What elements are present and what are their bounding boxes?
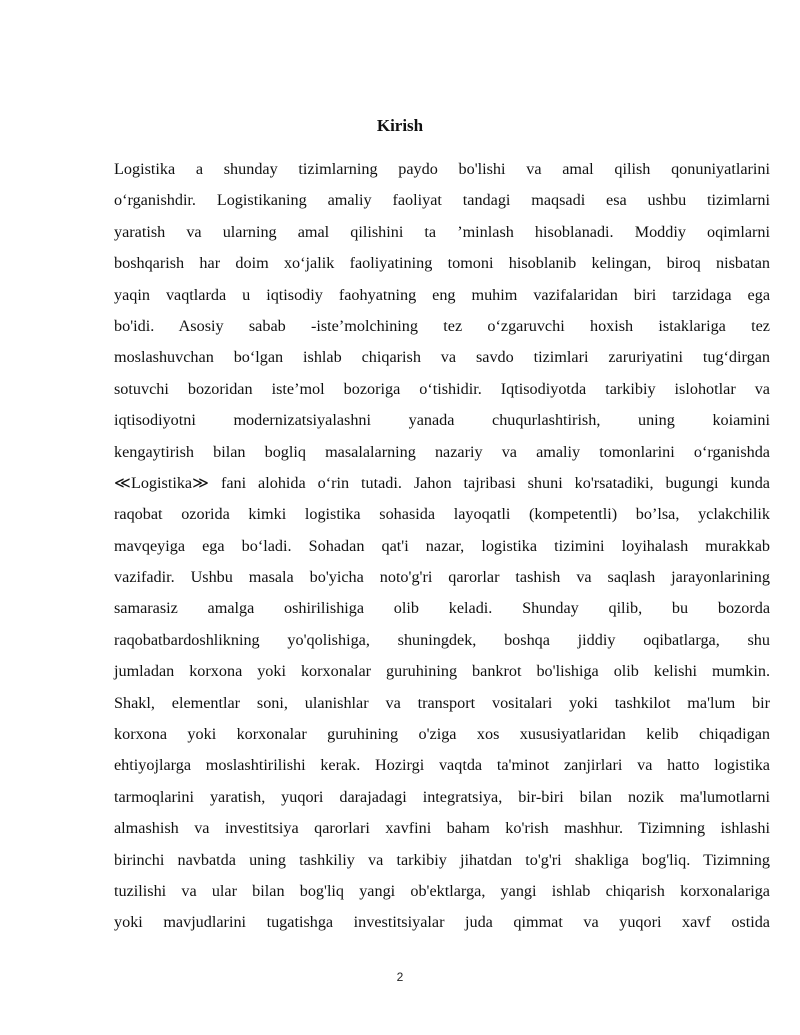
text-line: raqobatbardoshlikning yo'qolishiga, shuningdek, boshqa jiddiy oqibatlarga, shu (114, 630, 770, 649)
text-line: sotuvchi bozoridan iste’mol bozoriga o‘tishidir. Iqtisodiyotda tarkibiy islohotlar va (114, 379, 770, 398)
text-line: ≪Logistika≫ fani alohida o‘rin tutadi. Jahon tajribasi shuni ko'rsatadiki, bugungi kunda (114, 473, 770, 492)
text-line: vazifadir. Ushbu masala bo'yicha noto'g'ri qarorlar tashish va saqlash jarayonlarining (114, 568, 770, 587)
text-line: Shakl, elementlar soni, ulanishlar va transport vositalari yoki tashkilot ma'lum bir (114, 693, 770, 712)
text-line: samarasiz amalga oshirilishiga olib keladi. Shunday qilib, bu bozorda (114, 599, 770, 618)
text-line: jumladan korxona yoki korxonalar guruhining bankrot bo'lishiga olib kelishi mumkin. (114, 662, 770, 681)
text-line: iqtisodiyotni modernizatsiyalashni yanada chuqurlashtirish, uning koiamini (114, 411, 770, 430)
text-line: Logistika a shunday tizimlarning paydo bo'lishi va amal qilish qonuniyatlarini (114, 160, 770, 178)
text-line: raqobat ozorida kimki logistika sohasida layoqatli (kompetentli) bo’lsa, yclakchilik (114, 505, 770, 524)
text-line: kengaytirish bilan bogliq masalalarning nazariy va amaliy tomonlarini o‘rganishda (114, 442, 770, 461)
text-line: yaratish va ularning amal qilishini ta ’minlash hisoblanadi. Moddiy oqimlarni (114, 222, 770, 241)
page-title: Kirish (376, 116, 424, 135)
text-line: mavqeyiga ega bo‘ladi. Sohadan qat'i nazar, logistika tizimini loyihalash murakkab (114, 536, 770, 555)
text-line: moslashuvchan bo‘lgan ishlab chiqarish va savdo tizimlari zaruriyatini tug‘dirgan (114, 348, 770, 367)
body-paragraph (114, 154, 770, 939)
text-line: korxona yoki korxonalar guruhining o'ziga xos xususiyatlaridan kelib chiqadigan (114, 725, 770, 744)
text-line: almashish va investitsiya qarorlari xavfini baham ko'rish mashhur. Tizimning ishlashi (114, 819, 770, 838)
text-line: tuzilishi va ular bilan bog'liq yangi ob'ektlarga, yangi ishlab chiqarish korxonalariga (114, 881, 770, 900)
text-line: boshqarish har doim xo‘jalik faoliyatining tomoni hisoblanib kelingan, biroq nisbatan (114, 254, 770, 273)
text-line: o‘rganishdir. Logistikaning amaliy faoliyat tandagi maqsadi esa ushbu tizimlarni (114, 191, 770, 210)
text-line: birinchi navbatda uning tashkiliy va tarkibiy jihatdan to'g'ri shakliga bog'liq. Tizimning (114, 850, 770, 869)
text-line: yaqin vaqtlarda u iqtisodiy faohyatning eng muhim vazifalaridan biri tarzidaga ega (114, 285, 770, 304)
text-line: tarmoqlarini yaratish, yuqori darajadagi integratsiya, bir-biri bilan nozik ma'lumotlarni (114, 787, 770, 806)
page-number: 2 (396, 970, 404, 984)
text-line: ehtiyojlarga moslashtirilishi kerak. Hozirgi vaqtda ta'minot zanjirlari va hatto logistika (114, 756, 770, 775)
text-line: yoki mavjudlarini tugatishga investitsiyalar juda qimmat va yuqori xavf ostida (114, 913, 770, 932)
text-line: bo'idi. Asosiy sabab -iste’molchining tez o‘zgaruvchi hoxish istaklariga tez (114, 316, 770, 335)
